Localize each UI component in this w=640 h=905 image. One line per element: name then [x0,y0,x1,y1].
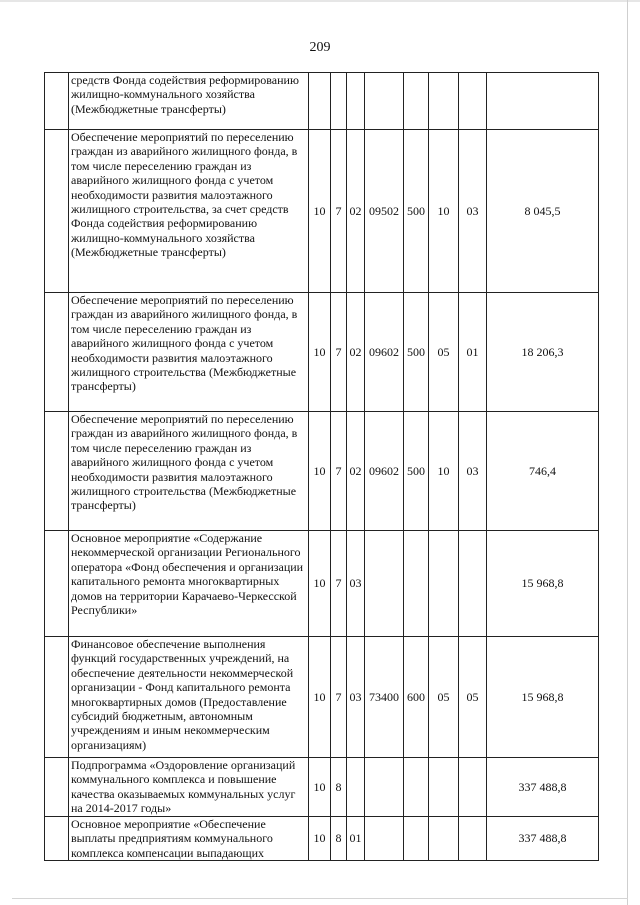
expense-type-cell: 600 [404,637,429,758]
table-row [45,637,599,758]
amount-cell: 15 968,8 [487,531,599,637]
section-code-cell: 10 [309,130,331,293]
program-code-cell: 7 [331,293,347,412]
row-name-cell: Обеспечение мероприятий по переселению граждан из аварийного жилищного фонда, в том числе переселению граждан из аварийного жилищного фонда с учетом необходимости развития малоэтажного жилищного строительства, за счет средств Фонда содействия реформированию жилищно-коммунального хозяйства (Межбюджетные трансферты) [69,130,309,293]
chapter-code-cell: 10 [429,130,459,293]
amount-cell: 8 045,5 [487,130,599,293]
table-row [45,758,599,817]
table-row [45,531,599,637]
expense-type-cell: 500 [404,130,429,293]
row-name-cell: Основное мероприятие «Обеспечение выплаты предприятиям коммунального комплекса компенсации выпадающих [69,817,309,861]
chapter-code-cell: 05 [429,293,459,412]
section-code-cell: 10 [309,637,331,758]
table-row [45,73,599,130]
row-name-cell: Основное мероприятие «Содержание некоммерческой организации Регионального оператора «Фонд обеспечения и организации капитального ремонта многоквартирных домов на территории Карачаево-Черкесской Республики» [69,531,309,637]
subprogram-code-cell: 02 [347,412,365,531]
budget-table [44,72,599,861]
chapter-code-cell: 10 [429,412,459,531]
row-number-cell [45,758,69,817]
subprogram-code-cell: 03 [347,531,365,637]
scan-edge-bottom [12,898,628,899]
row-name-cell: Обеспечение мероприятий по переселению граждан из аварийного жилищного фонда, в том числе переселению граждан из аварийного жилищного фонда с учетом необходимости развития малоэтажного жилищного строительства (Межбюджетные трансферты) [69,293,309,412]
chapter-code-cell [429,817,459,861]
row-number-cell [45,637,69,758]
scan-edge-top [0,0,640,2]
chapter-code-cell [429,73,459,130]
section-code-cell: 10 [309,293,331,412]
direction-code-cell [365,531,404,637]
row-name-cell: Обеспечение мероприятий по переселению граждан из аварийного жилищного фонда, в том числе переселению граждан из аварийного жилищного фонда с учетом необходимости развития малоэтажного жилищного строительства (Межбюджетные трансферты) [69,412,309,531]
subchapter-code-cell [459,73,487,130]
program-code-cell: 7 [331,531,347,637]
program-code-cell: 7 [331,130,347,293]
subchapter-code-cell: 05 [459,637,487,758]
chapter-code-cell [429,758,459,817]
subprogram-code-cell [347,73,365,130]
chapter-code-cell: 05 [429,637,459,758]
subchapter-code-cell: 03 [459,130,487,293]
row-number-cell [45,73,69,130]
amount-cell: 746,4 [487,412,599,531]
expense-type-cell: 500 [404,293,429,412]
subchapter-code-cell: 01 [459,293,487,412]
direction-code-cell: 09502 [365,130,404,293]
expense-type-cell: 500 [404,412,429,531]
row-name-cell: Подпрограмма «Оздоровление организаций коммунального комплекса и повышение качества оказываемых коммунальных услуг на 2014-2017 годы» [69,758,309,817]
table-row [45,293,599,412]
row-number-cell [45,817,69,861]
subchapter-code-cell [459,817,487,861]
amount-cell: 15 968,8 [487,637,599,758]
subchapter-code-cell [459,758,487,817]
direction-code-cell [365,817,404,861]
section-code-cell: 10 [309,817,331,861]
subprogram-code-cell: 02 [347,293,365,412]
chapter-code-cell [429,531,459,637]
direction-code-cell: 73400 [365,637,404,758]
direction-code-cell: 09602 [365,412,404,531]
row-name-cell: средств Фонда содействия реформированию жилищно-коммунального хозяйства (Межбюджетные трансферты) [69,73,309,130]
direction-code-cell: 09602 [365,293,404,412]
subprogram-code-cell [347,758,365,817]
direction-code-cell [365,758,404,817]
section-code-cell [309,73,331,130]
subprogram-code-cell: 02 [347,130,365,293]
expense-type-cell [404,531,429,637]
program-code-cell: 7 [331,412,347,531]
section-code-cell: 10 [309,531,331,637]
page-number: 209 [309,40,331,55]
program-code-cell [331,73,347,130]
program-code-cell: 8 [331,758,347,817]
direction-code-cell [365,73,404,130]
row-number-cell [45,531,69,637]
row-number-cell [45,293,69,412]
table-row [45,130,599,293]
subprogram-code-cell: 03 [347,637,365,758]
section-code-cell: 10 [309,412,331,531]
amount-cell [487,73,599,130]
program-code-cell: 8 [331,817,347,861]
row-number-cell [45,130,69,293]
amount-cell: 18 206,3 [487,293,599,412]
row-name-cell: Финансовое обеспечение выполнения функций государственных учреждений, на обеспечение деятельности некоммерческой организации - Фонд капитального ремонта многоквартирных домов (Предоставление субсидий бюджетным, автономным учреждениям и иным некоммерческим организациям) [69,637,309,758]
program-code-cell: 7 [331,637,347,758]
subchapter-code-cell: 03 [459,412,487,531]
subchapter-code-cell [459,531,487,637]
subprogram-code-cell: 01 [347,817,365,861]
section-code-cell: 10 [309,758,331,817]
expense-type-cell [404,73,429,130]
amount-cell: 337 488,8 [487,758,599,817]
scan-edge-right [627,0,628,905]
expense-type-cell [404,817,429,861]
table-row [45,817,599,861]
expense-type-cell [404,758,429,817]
row-number-cell [45,412,69,531]
amount-cell: 337 488,8 [487,817,599,861]
table-row [45,412,599,531]
